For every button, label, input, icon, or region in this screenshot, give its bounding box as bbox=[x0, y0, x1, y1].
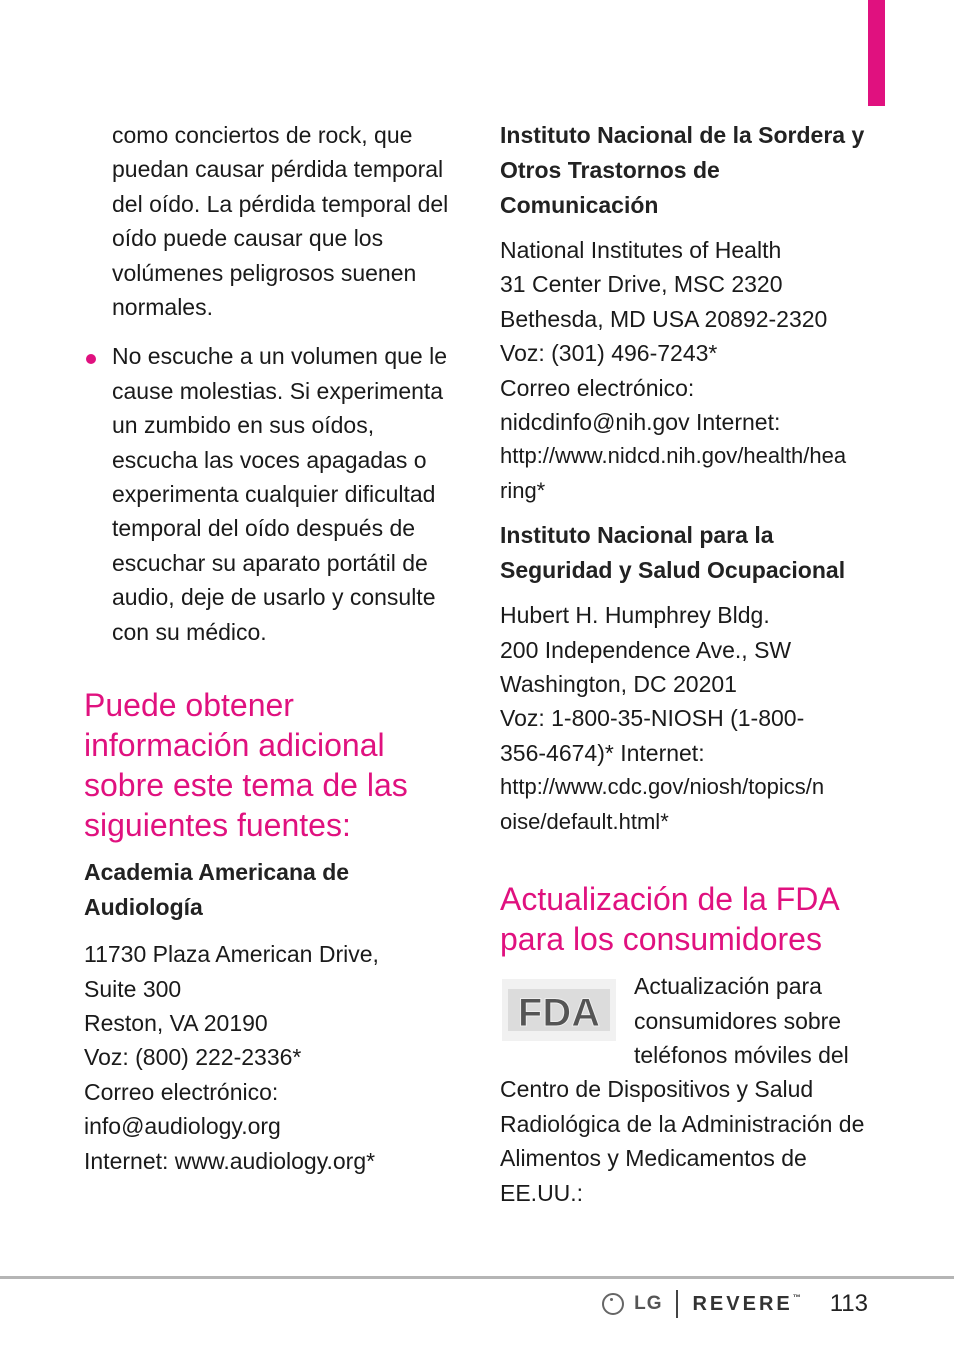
right-column bbox=[500, 118, 870, 1210]
text-line: teléfonos móviles del bbox=[634, 1041, 849, 1068]
text-line: EE.UU.: bbox=[500, 1179, 584, 1206]
page-footer bbox=[602, 1290, 868, 1318]
subhead-line: Seguridad y Salud Ocupacional bbox=[500, 557, 846, 584]
fda-body-text bbox=[500, 1072, 870, 1210]
page-number: 113 bbox=[829, 1290, 868, 1317]
text-line: Centro de Dispositivos y Salud bbox=[500, 1076, 814, 1103]
text-line: escucha las voces apagadas o bbox=[112, 446, 427, 473]
svg-text:FDA: FDA bbox=[517, 991, 601, 1036]
text-line: 11730 Plaza American Drive, bbox=[84, 941, 379, 968]
subhead-line: Otros Trastornos de bbox=[500, 157, 720, 183]
text-line: puedan causar pérdida temporal bbox=[112, 156, 444, 183]
heading-line: siguientes fuentes: bbox=[84, 807, 351, 844]
heading-line: sobre este tema de las bbox=[84, 767, 408, 804]
website-text: Internet: www.audiology.org* bbox=[84, 1147, 376, 1174]
url-text: oise/default.html* bbox=[500, 808, 669, 834]
text-line: Voz: (301) 496-7243* bbox=[500, 340, 718, 367]
text-line: Reston, VA 20190 bbox=[84, 1009, 268, 1036]
text-line: Hubert H. Humphrey Bldg. bbox=[500, 602, 770, 629]
lg-logo-icon bbox=[602, 1293, 624, 1315]
text-line: como conciertos de rock, que bbox=[112, 122, 413, 148]
text-line: volúmenes peligrosos suenen bbox=[112, 259, 417, 286]
text-line: Washington, DC 20201 bbox=[500, 671, 737, 698]
org-address-niosh bbox=[500, 598, 870, 839]
text-line: cause molestias. Si experimenta bbox=[112, 377, 444, 404]
text-line: Actualización para bbox=[634, 973, 822, 1000]
text-line: normales. bbox=[112, 294, 213, 321]
text-line: Alimentos y Medicamentos de bbox=[500, 1145, 807, 1172]
subhead-line: Audiología bbox=[84, 894, 203, 921]
subhead-line: Academia Americana de bbox=[84, 859, 350, 886]
footer-separator bbox=[676, 1290, 678, 1318]
email-text: info@audiology.org bbox=[84, 1113, 281, 1140]
heading-line: Puede obtener bbox=[84, 687, 294, 724]
text-line: Radiológica de la Administración de bbox=[500, 1110, 865, 1137]
url-text: http://www.nidcd.nih.gov/health/hea bbox=[500, 443, 847, 469]
footer-divider bbox=[0, 1276, 954, 1279]
text-line: 31 Center Drive, MSC 2320 bbox=[500, 271, 783, 298]
text-line: 356-4674)* Internet: bbox=[500, 739, 705, 766]
fda-logo-icon bbox=[502, 979, 616, 1041]
text-line: un zumbido en sus oídos, bbox=[112, 412, 375, 439]
url-text: http://www.cdc.gov/niosh/topics/n bbox=[500, 774, 825, 800]
intro-paragraph bbox=[84, 118, 459, 324]
text-line: Voz: (800) 222-2336* bbox=[84, 1044, 302, 1071]
org-name-niosh bbox=[500, 518, 870, 588]
fda-side-text bbox=[634, 969, 870, 1072]
text-line: National Institutes of Health bbox=[500, 237, 782, 263]
org-name-audiology bbox=[84, 855, 459, 925]
lg-logo-text: LG bbox=[634, 1293, 663, 1314]
bullet-item bbox=[84, 339, 459, 649]
subhead-line: Comunicación bbox=[500, 192, 659, 218]
text-line: oído puede causar que los bbox=[112, 225, 384, 252]
text-line: audio, deje de usarlo y consulte bbox=[112, 584, 436, 611]
heading-line: para los consumidores bbox=[500, 921, 822, 958]
text-line: escuchar su aparato portátil de bbox=[112, 549, 428, 576]
trademark-mark: ™ bbox=[792, 1292, 804, 1302]
text-line: Correo electrónico: bbox=[500, 374, 695, 401]
heading-line: Actualización de la FDA bbox=[500, 881, 840, 918]
heading-line: información adicional bbox=[84, 727, 385, 764]
text-line: 200 Independence Ave., SW bbox=[500, 636, 792, 663]
subhead-line: Instituto Nacional para la bbox=[500, 522, 774, 549]
text-line: temporal del oído después de bbox=[112, 515, 416, 542]
text-line: con su médico. bbox=[112, 618, 267, 645]
org-address-audiology bbox=[84, 937, 459, 1178]
org-name-nidcd bbox=[500, 118, 870, 223]
text-line: Correo electrónico: bbox=[84, 1078, 279, 1105]
url-text: ring* bbox=[500, 477, 546, 503]
bullet-dot-icon bbox=[86, 354, 96, 364]
section-tab-marker bbox=[868, 0, 885, 106]
org-address-nidcd bbox=[500, 233, 870, 508]
fda-heading bbox=[500, 879, 870, 959]
text-line: No escuche a un volumen que le bbox=[112, 343, 447, 370]
subhead-line: Instituto Nacional de la Sordera y bbox=[500, 122, 865, 148]
brand-text: REVERE bbox=[692, 1292, 793, 1315]
sources-heading bbox=[84, 685, 459, 845]
text-line: Suite 300 bbox=[84, 975, 182, 1002]
text-line: Voz: 1-800-35-NIOSH (1-800- bbox=[500, 705, 805, 732]
text-line: experimenta cualquier dificultad bbox=[112, 481, 436, 508]
text-line: del oído. La pérdida temporal del bbox=[112, 190, 449, 217]
text-line: consumidores sobre bbox=[634, 1007, 842, 1034]
fda-intro bbox=[500, 969, 870, 1210]
left-column bbox=[84, 118, 459, 1178]
email-text: nidcdinfo@nih.gov Internet: bbox=[500, 409, 781, 436]
text-line: Bethesda, MD USA 20892-2320 bbox=[500, 305, 828, 332]
brand-name bbox=[692, 1293, 803, 1316]
